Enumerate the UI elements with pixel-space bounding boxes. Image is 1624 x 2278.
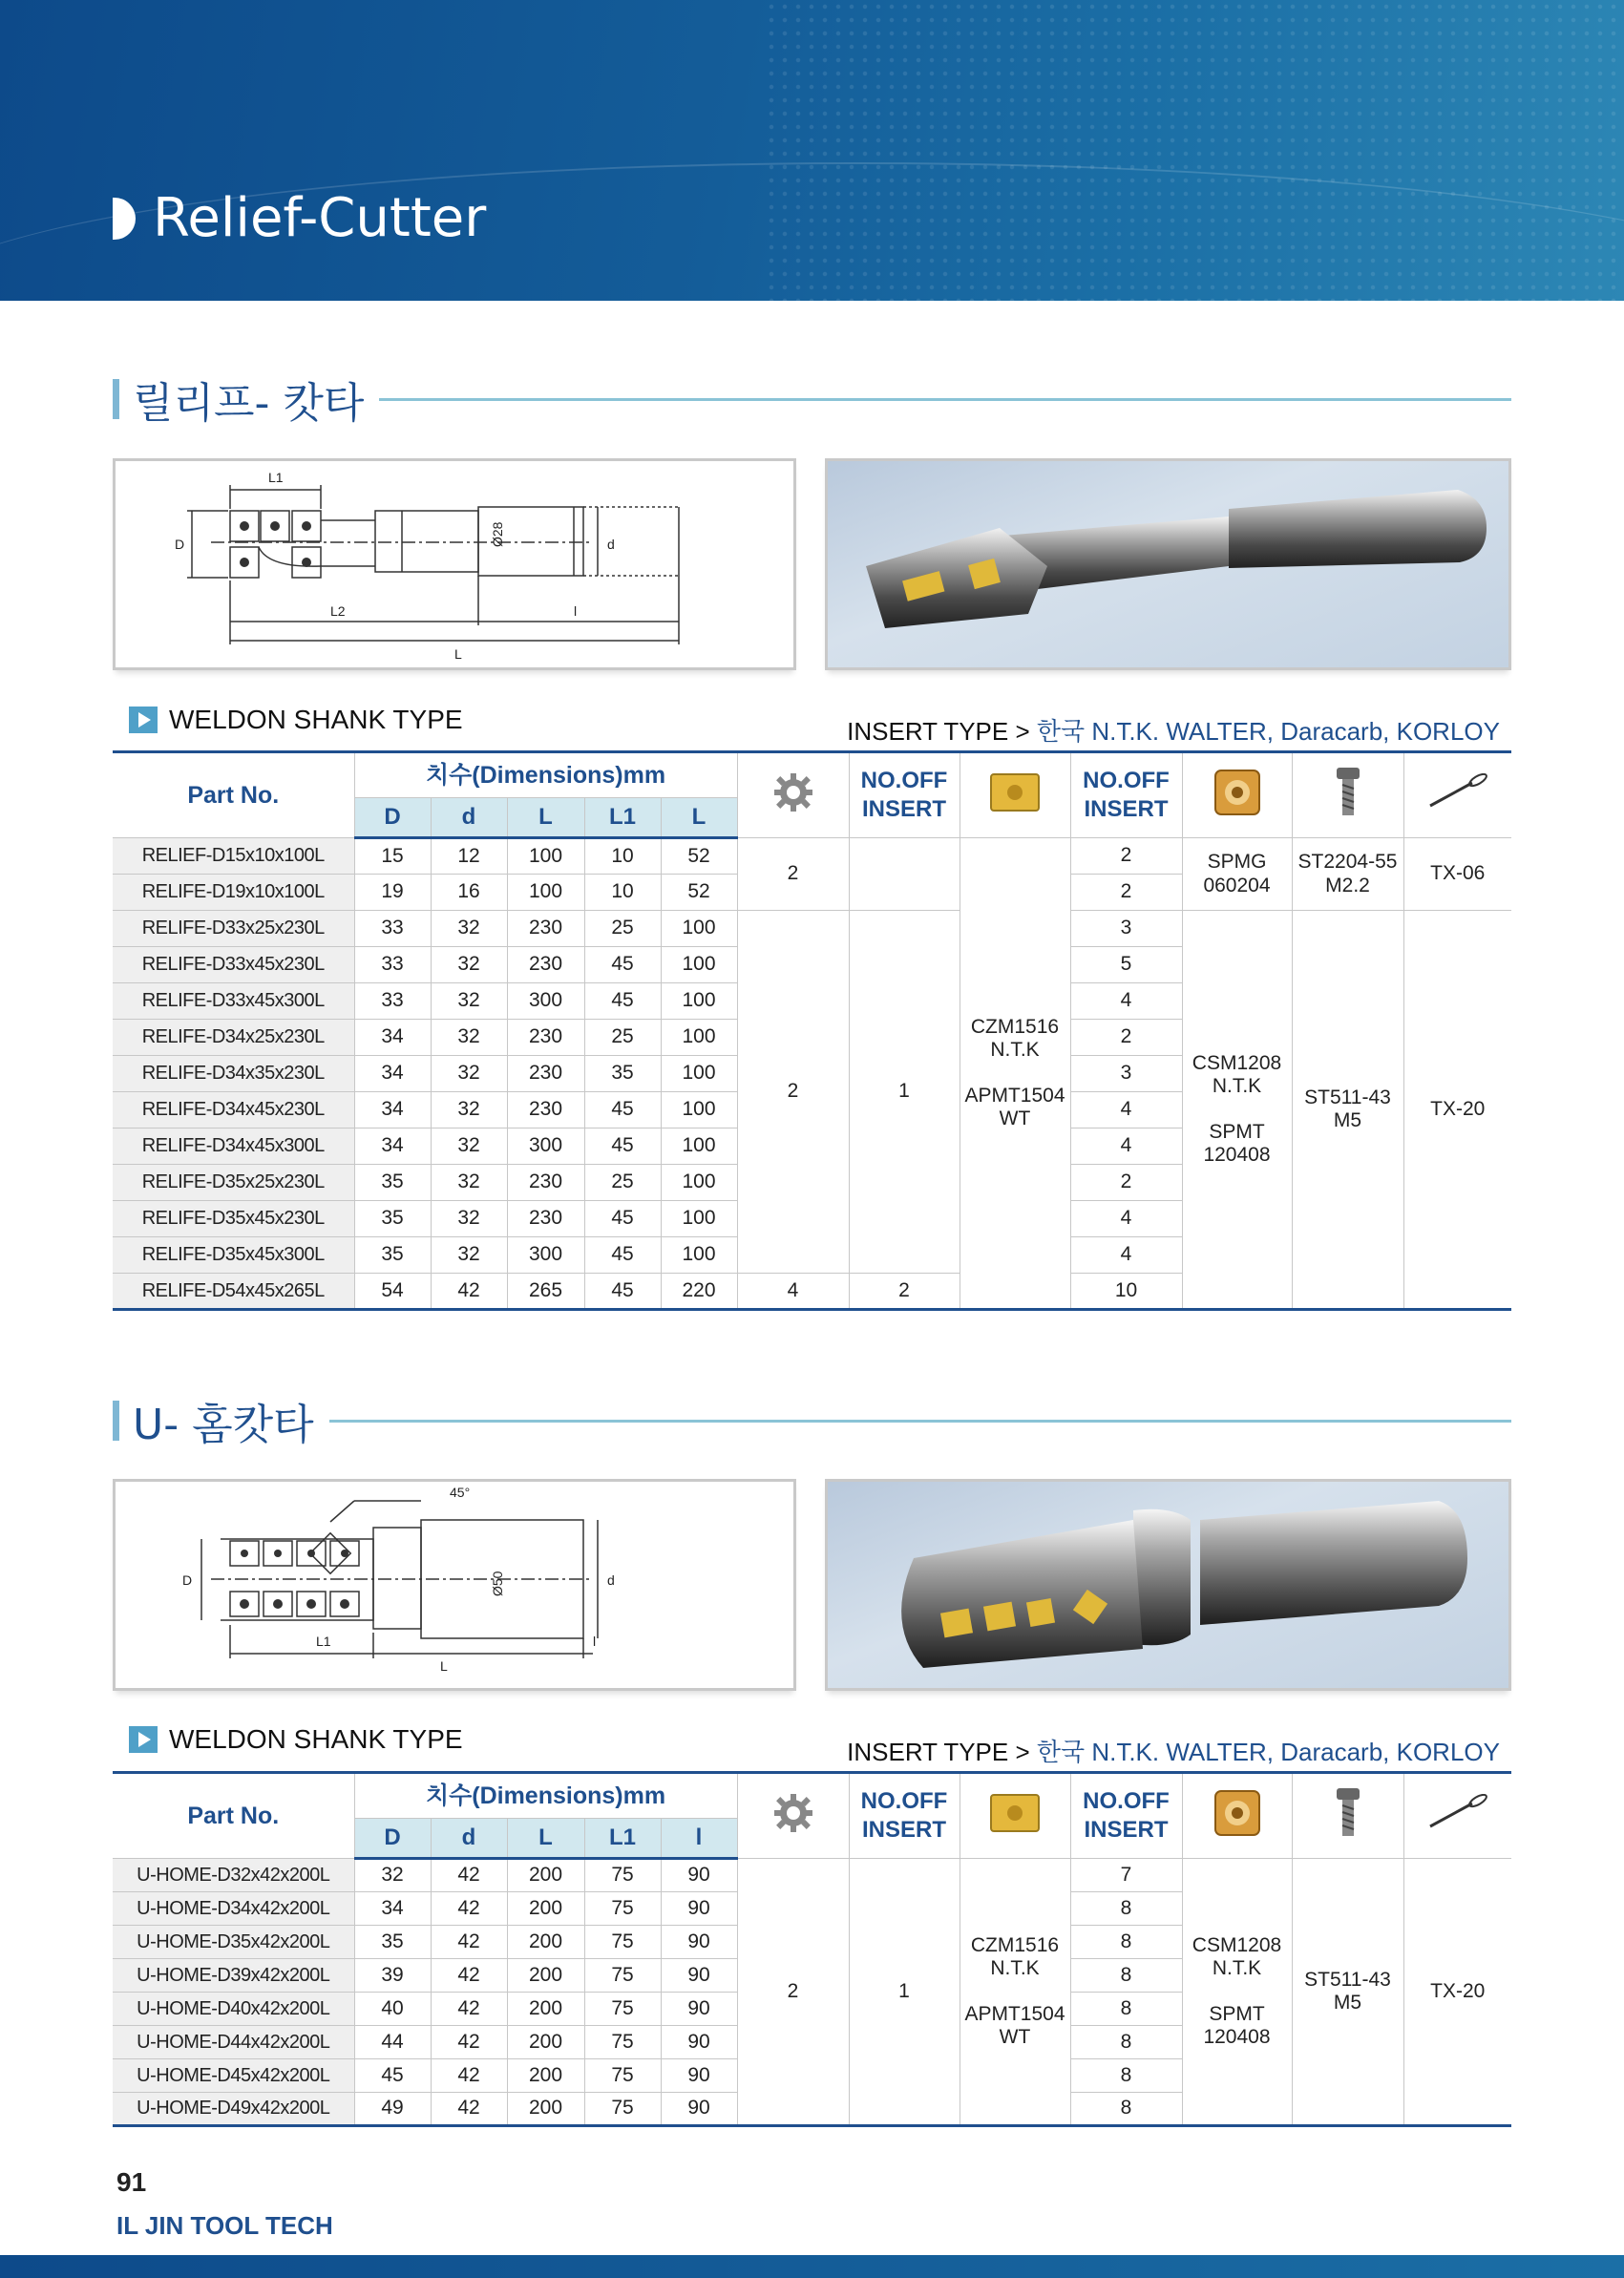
dimension-cell: 75	[584, 2093, 661, 2126]
col-D: D	[354, 798, 431, 838]
dimension-cell: 12	[431, 838, 507, 875]
dimension-cell: 32	[354, 1859, 431, 1892]
col-L: L	[507, 1819, 584, 1859]
no-off-insert-header-1: NO.OFF INSERT	[849, 1773, 960, 1859]
square-insert-icon	[987, 770, 1043, 814]
dim-label-L1: L1	[268, 470, 284, 485]
part-number: RELIFE-D35x45x300L	[113, 1237, 354, 1274]
footer-bar	[0, 2255, 1624, 2278]
dimension-cell: 40	[354, 1993, 431, 2026]
dimension-cell: 34	[354, 1892, 431, 1926]
gear-icon	[772, 1792, 814, 1834]
insert-qty-cell: 8	[1070, 1892, 1182, 1926]
no-off-insert-header-1: NO.OFF INSERT	[849, 752, 960, 838]
screw-cell-line: ST2204-55	[1297, 851, 1398, 874]
insert-count-cell	[849, 838, 960, 911]
insert-type-2-cell	[1182, 911, 1292, 1310]
dimension-cell: 35	[354, 1165, 431, 1201]
dimension-cell: 45	[354, 2059, 431, 2093]
round-insert-header	[1182, 1773, 1292, 1859]
dimension-cell: 100	[661, 1128, 737, 1165]
section1-title: 릴리프- 캇타	[133, 379, 365, 428]
dimension-cell: 300	[507, 1128, 584, 1165]
page-title-text: Relief-Cutter	[153, 187, 487, 249]
dimension-cell: 230	[507, 1056, 584, 1092]
dimension-cell: 44	[354, 2026, 431, 2059]
dimension-cell: 300	[507, 983, 584, 1020]
section2-title: U- 홈캇타	[133, 1401, 314, 1449]
half-circle-icon	[113, 198, 136, 240]
insert-type-prefix: INSERT TYPE >	[847, 717, 1030, 746]
dimension-cell: 49	[354, 2093, 431, 2126]
dimension-cell: 230	[507, 947, 584, 983]
part-number: U-HOME-D39x42x200L	[113, 1959, 354, 1993]
dimension-cell: 230	[507, 1165, 584, 1201]
insert-qty-cell: 4	[1070, 1092, 1182, 1128]
key-header	[1403, 752, 1511, 838]
insert-qty-cell: 8	[1070, 1926, 1182, 1959]
dimension-cell: 35	[354, 1237, 431, 1274]
dim-label-L2: L2	[330, 603, 346, 619]
key-cell: TX-20	[1403, 911, 1511, 1310]
part-number: RELIEF-D15x10x100L	[113, 838, 354, 875]
screw-cell-line: M5	[1333, 1109, 1362, 1131]
heading-bar	[113, 379, 119, 419]
dimension-cell: 42	[431, 1859, 507, 1892]
col-D: D	[354, 1819, 431, 1859]
insert-type-1-cell-line: CZM1516	[970, 1015, 1060, 1038]
dimension-cell: 16	[431, 875, 507, 911]
insert-qty-cell: 3	[1070, 911, 1182, 947]
round-insert-icon	[1212, 1787, 1263, 1839]
dimension-cell: 300	[507, 1237, 584, 1274]
part-number: RELIFE-D34x25x230L	[113, 1020, 354, 1056]
part-number: U-HOME-D49x42x200L	[113, 2093, 354, 2126]
insert-qty-cell: 8	[1070, 1993, 1182, 2026]
insert-type-value: 한국 N.T.K. WALTER, Daracarb, KORLOY	[1036, 1738, 1500, 1766]
square-insert-icon	[987, 1791, 1043, 1835]
dimension-cell: 45	[584, 1092, 661, 1128]
dimension-cell: 90	[661, 1993, 737, 2026]
dimensions-header: 치수(Dimensions)mm	[354, 752, 737, 798]
dim-label-l: l	[574, 603, 578, 619]
dimension-cell: 75	[584, 2026, 661, 2059]
part-number: RELIFE-D19x10x100L	[113, 875, 354, 911]
dimension-cell: 90	[661, 1959, 737, 1993]
dimension-cell: 230	[507, 1020, 584, 1056]
part-number: RELIFE-D35x25x230L	[113, 1165, 354, 1201]
dimension-cell: 100	[661, 1237, 737, 1274]
u-groove-cutter-drawing	[113, 1479, 796, 1691]
part-number: U-HOME-D44x42x200L	[113, 2026, 354, 2059]
u-groove-cutter-photo	[825, 1479, 1511, 1691]
insert-type-2-cell-line: SPMT	[1209, 1121, 1265, 1144]
insert-type-2-cell-line: 120408	[1203, 2026, 1271, 2049]
relief-cutter-schematic	[116, 461, 793, 667]
col-L-2: L	[661, 798, 737, 838]
dimension-cell: 42	[431, 2093, 507, 2126]
dimension-cell: 35	[354, 1926, 431, 1959]
dimension-cell: 100	[661, 911, 737, 947]
insert-qty-cell: 2	[1070, 838, 1182, 875]
dim-label-L: L	[440, 1658, 448, 1674]
dimension-cell: 100	[507, 875, 584, 911]
screw-cell	[1292, 911, 1403, 1310]
relief-cutter-drawing	[113, 458, 796, 670]
section2-subtitle	[129, 1724, 463, 1755]
insert-type-1-cell-line: APMT1504	[964, 1085, 1065, 1107]
key-cell: TX-06	[1403, 838, 1511, 911]
part-number: RELIFE-D33x45x300L	[113, 983, 354, 1020]
screw-cell-line: M2.2	[1325, 874, 1370, 896]
part-number: U-HOME-D40x42x200L	[113, 1993, 354, 2026]
dimension-cell: 75	[584, 1993, 661, 2026]
screw-cell-line: M5	[1333, 1992, 1362, 2014]
page-number: 91	[116, 2167, 147, 2197]
dimension-cell: 100	[661, 1092, 737, 1128]
dimension-cell: 32	[431, 947, 507, 983]
relief-cutter-spec-table	[113, 750, 1511, 1311]
part-number: RELIFE-D34x45x300L	[113, 1128, 354, 1165]
dimension-cell: 35	[354, 1201, 431, 1237]
relief-cutter-render	[828, 461, 1508, 667]
dimension-cell: 265	[507, 1274, 584, 1310]
key-header	[1403, 1773, 1511, 1859]
part-number: U-HOME-D32x42x200L	[113, 1859, 354, 1892]
dimension-cell: 34	[354, 1056, 431, 1092]
dimension-cell: 75	[584, 1959, 661, 1993]
insert-qty-cell: 4	[1070, 1237, 1182, 1274]
insert-qty-cell: 2	[1070, 1165, 1182, 1201]
insert-qty-cell: 4	[1070, 1201, 1182, 1237]
dimension-cell: 19	[354, 875, 431, 911]
part-number: U-HOME-D34x42x200L	[113, 1892, 354, 1926]
heading-rule	[329, 1420, 1511, 1423]
dim-label-phi: Ø50	[490, 1571, 505, 1596]
dimension-cell: 39	[354, 1959, 431, 1993]
dimension-cell: 33	[354, 911, 431, 947]
dimension-cell: 100	[661, 947, 737, 983]
dimension-cell: 100	[507, 838, 584, 875]
dimension-cell: 32	[431, 983, 507, 1020]
insert-qty-cell: 8	[1070, 1959, 1182, 1993]
dimension-cell: 25	[584, 911, 661, 947]
dimension-cell: 10	[584, 838, 661, 875]
screw-icon	[1334, 766, 1362, 819]
torx-key-icon	[1424, 1794, 1491, 1832]
dim-label-L1: L1	[316, 1634, 331, 1649]
dimension-cell: 45	[584, 947, 661, 983]
dimension-cell: 42	[431, 1274, 507, 1310]
u-groove-cutter-render	[828, 1482, 1508, 1688]
flutes-header	[737, 752, 849, 838]
subtitle-text: WELDON SHANK TYPE	[169, 705, 463, 734]
insert-type-2-cell-line: SPMT	[1209, 2003, 1265, 2026]
torx-key-icon	[1424, 773, 1491, 812]
dimension-cell: 200	[507, 2093, 584, 2126]
part-number: RELIFE-D35x45x230L	[113, 1201, 354, 1237]
dimension-cell: 35	[584, 1056, 661, 1092]
dimension-cell: 42	[431, 2059, 507, 2093]
insert-count-cell: 1	[849, 1859, 960, 2126]
col-l: l	[661, 1819, 737, 1859]
dimension-cell: 10	[584, 875, 661, 911]
play-icon	[129, 707, 158, 733]
dimension-cell: 32	[431, 1092, 507, 1128]
u-groove-cutter-spec-table	[113, 1771, 1511, 2127]
col-d: d	[431, 1819, 507, 1859]
table-row	[113, 1859, 1511, 1892]
dimension-cell: 15	[354, 838, 431, 875]
section2-insert-type	[847, 1733, 1500, 1768]
part-number: U-HOME-D45x42x200L	[113, 2059, 354, 2093]
insert-type-1-cell	[960, 1859, 1070, 2126]
insert-qty-cell: 8	[1070, 2026, 1182, 2059]
insert-type-1-cell	[960, 838, 1070, 1310]
key-cell: TX-20	[1403, 1859, 1511, 2126]
dim-label-d: d	[607, 537, 615, 552]
dimension-cell: 90	[661, 1859, 737, 1892]
dimension-cell: 90	[661, 2026, 737, 2059]
dimension-cell: 32	[431, 1201, 507, 1237]
dim-label-l: l	[593, 1634, 597, 1649]
dimensions-header: 치수(Dimensions)mm	[354, 1773, 737, 1819]
dimension-cell: 32	[431, 911, 507, 947]
dim-label-d: d	[607, 1572, 615, 1588]
part-number: RELIFE-D34x35x230L	[113, 1056, 354, 1092]
dim-label-phi: Ø28	[490, 521, 505, 547]
dimension-cell: 42	[431, 1892, 507, 1926]
dimension-cell: 52	[661, 838, 737, 875]
flutes-cell: 2	[737, 838, 849, 911]
dimension-cell: 52	[661, 875, 737, 911]
dimension-cell: 75	[584, 1892, 661, 1926]
insert-type-2-cell	[1182, 838, 1292, 911]
insert-type-2-cell-line: 060204	[1203, 874, 1271, 896]
dimension-cell: 32	[431, 1020, 507, 1056]
dimension-cell: 34	[354, 1128, 431, 1165]
dimension-cell: 32	[431, 1237, 507, 1274]
dimension-cell: 42	[431, 2026, 507, 2059]
dimension-cell: 75	[584, 2059, 661, 2093]
insert-type-prefix: INSERT TYPE >	[847, 1738, 1030, 1766]
part-number: RELIFE-D54x45x265L	[113, 1274, 354, 1310]
insert-qty-cell: 5	[1070, 947, 1182, 983]
insert-type-2-cell-line: N.T.K	[1212, 1956, 1262, 1979]
insert-type-1-cell-line: WT	[999, 1107, 1031, 1130]
table-row	[113, 911, 1511, 947]
u-groove-cutter-schematic	[116, 1482, 793, 1688]
flutes-header	[737, 1773, 849, 1859]
screw-cell	[1292, 838, 1403, 911]
dim-label-angle: 45°	[450, 1485, 471, 1500]
square-insert-header	[960, 752, 1070, 838]
dimension-cell: 45	[584, 983, 661, 1020]
insert-type-1-cell-line: APMT1504	[964, 2003, 1065, 2026]
insert-type-2-cell-line: SPMG	[1207, 851, 1267, 874]
insert-qty-cell: 10	[1070, 1274, 1182, 1310]
dimension-cell: 200	[507, 1993, 584, 2026]
dimension-cell: 200	[507, 1859, 584, 1892]
insert-qty-cell: 3	[1070, 1056, 1182, 1092]
dimension-cell: 90	[661, 2093, 737, 2126]
dimension-cell: 32	[431, 1165, 507, 1201]
insert-qty-cell: 2	[1070, 1020, 1182, 1056]
dimension-cell: 42	[431, 1993, 507, 2026]
play-icon	[129, 1726, 158, 1753]
no-off-insert-header-2: NO.OFF INSERT	[1070, 1773, 1182, 1859]
dimension-cell: 75	[584, 1859, 661, 1892]
insert-type-2-cell-line: 120408	[1203, 1144, 1271, 1167]
dimension-cell: 32	[431, 1056, 507, 1092]
screw-cell	[1292, 1859, 1403, 2126]
part-no-header: Part No.	[113, 1773, 354, 1859]
dimension-cell: 33	[354, 947, 431, 983]
dimension-cell: 45	[584, 1274, 661, 1310]
heading-bar	[113, 1401, 119, 1441]
dimension-cell: 100	[661, 1201, 737, 1237]
insert-type-2-cell-line: CSM1208	[1192, 1051, 1282, 1074]
screw-header	[1292, 1773, 1403, 1859]
relief-cutter-photo	[825, 458, 1511, 670]
dimension-cell: 230	[507, 1092, 584, 1128]
insert-type-2-cell-line: N.T.K	[1212, 1074, 1262, 1097]
dimension-cell: 90	[661, 1892, 737, 1926]
dimension-cell: 90	[661, 1926, 737, 1959]
insert-type-2-cell-line: CSM1208	[1192, 1933, 1282, 1956]
gear-icon	[772, 771, 814, 813]
company-name: IL JIN TOOL TECH	[116, 2211, 333, 2240]
dimension-cell: 90	[661, 2059, 737, 2093]
dimension-cell: 34	[354, 1092, 431, 1128]
dimension-cell: 32	[431, 1128, 507, 1165]
flutes-cell: 2	[737, 911, 849, 1274]
dimension-cell: 100	[661, 1165, 737, 1201]
dimension-cell: 220	[661, 1274, 737, 1310]
dimension-cell: 33	[354, 983, 431, 1020]
dimension-cell: 230	[507, 911, 584, 947]
col-d: d	[431, 798, 507, 838]
dimension-cell: 200	[507, 1926, 584, 1959]
insert-type-1-cell-line: WT	[999, 2026, 1031, 2049]
round-insert-header	[1182, 752, 1292, 838]
dimension-cell: 200	[507, 1959, 584, 1993]
heading-rule	[379, 398, 1511, 401]
insert-qty-cell: 2	[1070, 875, 1182, 911]
dimension-cell: 54	[354, 1274, 431, 1310]
dimension-cell: 45	[584, 1128, 661, 1165]
part-number: U-HOME-D35x42x200L	[113, 1926, 354, 1959]
dimension-cell: 230	[507, 1201, 584, 1237]
insert-count-cell: 2	[849, 1274, 960, 1310]
round-insert-icon	[1212, 767, 1263, 818]
part-no-header: Part No.	[113, 752, 354, 838]
insert-type-1-cell-line: N.T.K	[990, 1038, 1040, 1061]
insert-qty-cell: 7	[1070, 1859, 1182, 1892]
square-insert-header	[960, 1773, 1070, 1859]
dimension-cell: 42	[431, 1959, 507, 1993]
table-row	[113, 838, 1511, 875]
screw-cell-line: ST511-43	[1304, 1968, 1391, 1991]
dimension-cell: 45	[584, 1237, 661, 1274]
section2-heading	[113, 1390, 1511, 1451]
screw-header	[1292, 752, 1403, 838]
insert-qty-cell: 4	[1070, 983, 1182, 1020]
section1-subtitle	[129, 705, 463, 735]
flutes-cell: 4	[737, 1274, 849, 1310]
subtitle-text: WELDON SHANK TYPE	[169, 1724, 463, 1754]
col-L: L	[507, 798, 584, 838]
dimension-cell: 45	[584, 1201, 661, 1237]
flutes-cell: 2	[737, 1859, 849, 2126]
dimension-cell: 100	[661, 983, 737, 1020]
col-L1: L1	[584, 1819, 661, 1859]
header-banner	[0, 0, 1624, 301]
dimension-cell: 34	[354, 1020, 431, 1056]
screw-icon	[1334, 1786, 1362, 1840]
dim-label-D: D	[175, 537, 185, 552]
insert-type-2-cell	[1182, 1859, 1292, 2126]
insert-qty-cell: 4	[1070, 1128, 1182, 1165]
dim-label-D: D	[182, 1572, 193, 1588]
dimension-cell: 200	[507, 2059, 584, 2093]
dimension-cell: 75	[584, 1926, 661, 1959]
insert-qty-cell: 8	[1070, 2059, 1182, 2093]
page-title	[113, 187, 486, 249]
insert-type-1-cell-line: CZM1516	[970, 1933, 1060, 1956]
dimension-cell: 200	[507, 1892, 584, 1926]
dimension-cell: 200	[507, 2026, 584, 2059]
insert-type-value: 한국 N.T.K. WALTER, Daracarb, KORLOY	[1036, 717, 1500, 746]
dimension-cell: 25	[584, 1165, 661, 1201]
insert-count-cell: 1	[849, 911, 960, 1274]
section1-heading	[113, 369, 1511, 430]
dimension-cell: 25	[584, 1020, 661, 1056]
screw-cell-line: ST511-43	[1304, 1086, 1391, 1108]
dimension-cell: 100	[661, 1056, 737, 1092]
dim-label-L: L	[454, 646, 462, 662]
section1-insert-type	[847, 712, 1500, 748]
part-number: RELIFE-D33x25x230L	[113, 911, 354, 947]
col-L1: L1	[584, 798, 661, 838]
dimension-cell: 42	[431, 1926, 507, 1959]
insert-type-1-cell-line: N.T.K	[990, 1956, 1040, 1979]
no-off-insert-header-2: NO.OFF INSERT	[1070, 752, 1182, 838]
part-number: RELIFE-D34x45x230L	[113, 1092, 354, 1128]
insert-qty-cell: 8	[1070, 2093, 1182, 2126]
dimension-cell: 100	[661, 1020, 737, 1056]
part-number: RELIFE-D33x45x230L	[113, 947, 354, 983]
